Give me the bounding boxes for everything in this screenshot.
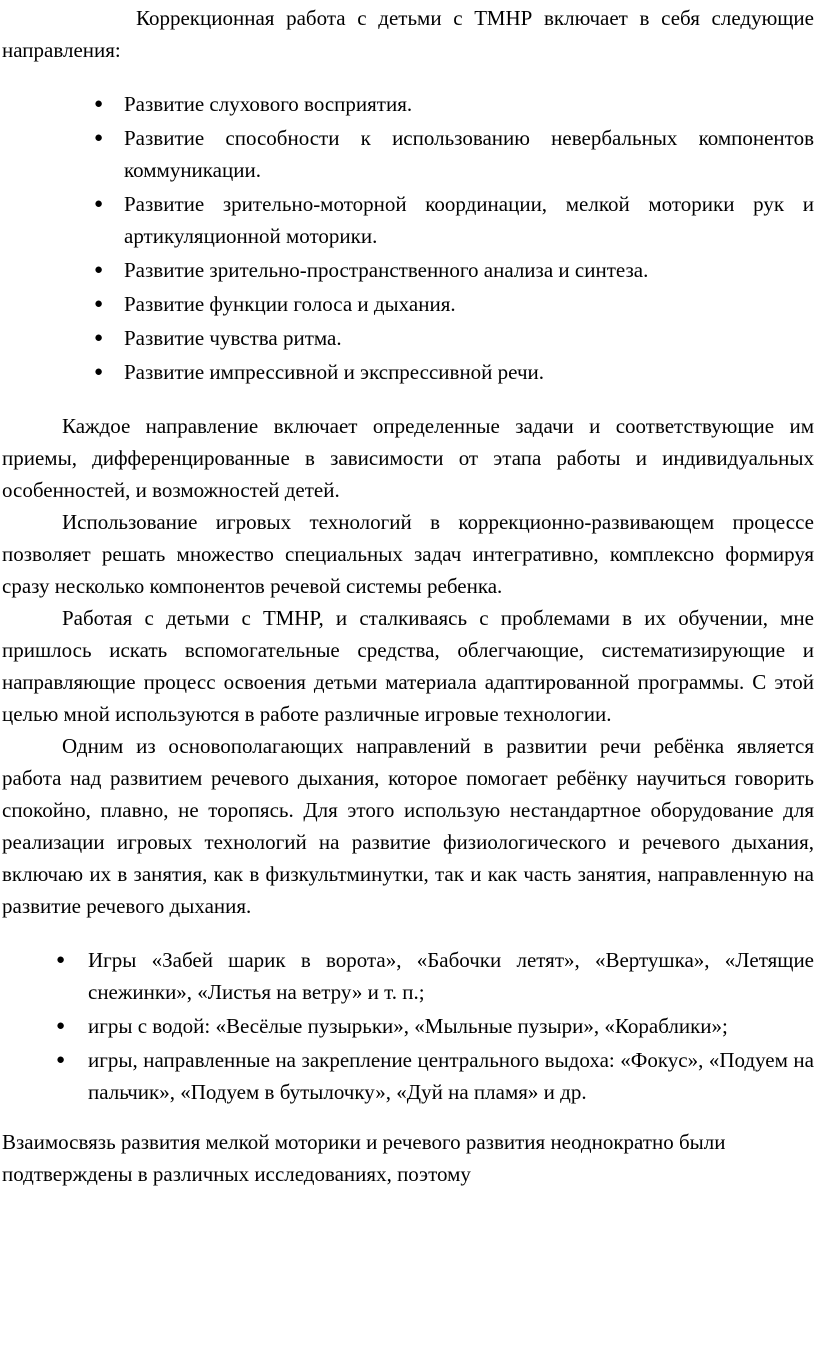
list-item: ● Развитие слухового восприятия. <box>2 88 814 120</box>
body-paragraph: Одним из основополагающих направлений в развитии речи ребёнка является работа над развитием речевого дыхания, которое помогает ребёнку научиться говорить спокойно, плавно, не торопясь. Для этого использую нестандартное оборудование для реализации игровых технологий на развитие физиологического и речевого дыхания, включаю их в занятия, как в физкультминутки, так и как часть занятия, направленную на развитие речевого дыхания. <box>2 734 814 918</box>
list-item: ● Игры «Забей шарик в ворота», «Бабочки летят», «Вертушка», «Летящие снежинки», «Листья на ветру» и т. п.; <box>2 944 814 1008</box>
list-item: ● Развитие зрительно-моторной координации, мелкой моторики рук и артикуляционной моторики. <box>2 188 814 252</box>
bullet-icon: ● <box>94 296 104 312</box>
list-item: ● Развитие зрительно-пространственного анализа и синтеза. <box>2 254 814 286</box>
directions-list <box>2 88 814 388</box>
bullet-icon: ● <box>94 364 104 380</box>
list-item: ● игры, направленные на закрепление центрального выдоха: «Фокус», «Подуем на пальчик», «Подуем в бутылочку», «Дуй на пламя» и др. <box>2 1044 814 1108</box>
body-paragraph: Использование игровых технологий в коррекционно-развивающем процессе позволяет решать множество специальных задач интегративно, комплексно формируя сразу несколько компонентов речевой системы ребенка. <box>2 510 814 598</box>
bullet-icon: ● <box>94 262 104 278</box>
list-item: ● Развитие импрессивной и экспрессивной речи. <box>2 356 814 388</box>
closing-paragraph: Взаимосвязь развития мелкой моторики и речевого развития неоднократно были подтверждены в различных исследованиях, поэтому <box>2 1130 726 1186</box>
bullet-icon: ● <box>56 952 66 968</box>
list-item: ● Развитие способности к использованию невербальных компонентов коммуникации. <box>2 122 814 186</box>
bullet-icon: ● <box>56 1052 66 1068</box>
body-paragraph: Каждое направление включает определенные задачи и соответствующие им приемы, дифференцированные в зависимости от этапа работы и индивидуальных особенностей, и возможностей детей. <box>2 414 814 502</box>
bullet-icon: ● <box>94 330 104 346</box>
bullet-icon: ● <box>94 196 104 212</box>
list-item: ● Развитие чувства ритма. <box>2 322 814 354</box>
bullet-icon: ● <box>94 96 104 112</box>
list-item: ● игры с водой: «Весёлые пузырьки», «Мыльные пузыри», «Кораблики»; <box>2 1010 814 1042</box>
body-paragraph: Работая с детьми с ТМНР, и сталкиваясь с проблемами в их обучении, мне пришлось искать вспомогательные средства, облегчающие, систематизирующие и направляющие процесс освоения детьми материала адаптированной программы. С этой целью мной используются в работе различные игровые технологии. <box>2 606 814 726</box>
bullet-icon: ● <box>94 130 104 146</box>
intro-paragraph: Коррекционная работа с детьми с ТМНР включает в себя следующие направления: <box>2 6 814 62</box>
games-list <box>2 944 814 1108</box>
bullet-icon: ● <box>56 1018 66 1034</box>
list-item: ● Развитие функции голоса и дыхания. <box>2 288 814 320</box>
